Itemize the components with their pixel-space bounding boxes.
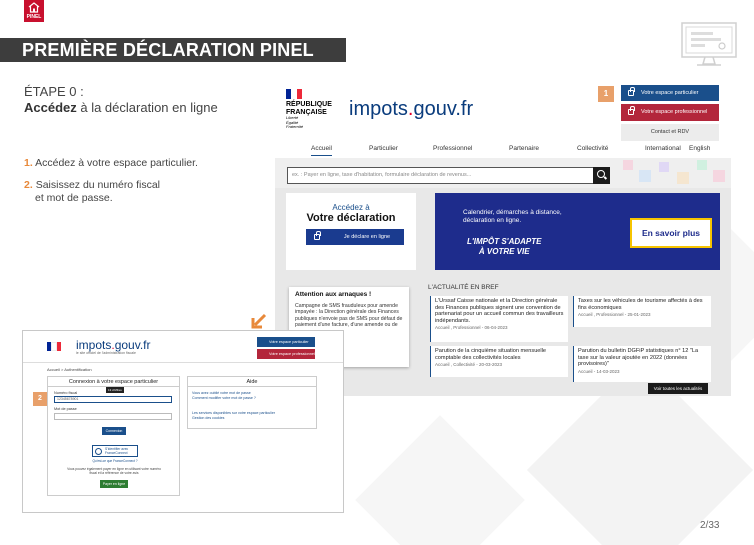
rf-line: FRANÇAISE — [286, 108, 327, 116]
news-title: Taxes sur les véhicules de tourisme affectés à des fins économiques — [578, 298, 703, 311]
background-diamond — [355, 415, 525, 545]
brand-dot: . — [407, 98, 414, 120]
french-flag-icon — [47, 342, 61, 351]
news-meta: Accueil , Professionnel - 25-01-2023 — [578, 312, 651, 317]
help-link[interactable]: Comment modifier votre mot de passe ? — [192, 396, 256, 400]
alert-text: Campagne de SMS frauduleux pour amende impayée : la Direction générale des Finances publiques n'envoie pas de SMS pour défaut de paiement d'une facture, d'une amende ou de — [295, 303, 403, 328]
tooltip: 13 chiffres — [108, 388, 122, 392]
banner-slogan-line: L'IMPÔT S'ADAPTE — [467, 237, 542, 246]
alert-title: Attention aux arnaques ! — [295, 291, 372, 298]
instruction-number: 2. — [24, 179, 33, 191]
login-panel-title: Connexion à votre espace particulier — [48, 377, 179, 387]
news-title: Parution de la cinquième situation mensuelle comptable des collectivités locales — [435, 348, 547, 361]
step-label: ÉTAPE 0 : — [24, 84, 84, 99]
french-flag-icon — [286, 89, 302, 99]
help-link[interactable]: Vous avez oublié votre mot de passe — [192, 391, 251, 395]
banner-slogan — [467, 237, 541, 257]
instruction-text: Saisissez du numéro fiscal — [35, 179, 160, 191]
lock-icon — [628, 90, 634, 96]
brand-name: impots — [349, 98, 408, 120]
page-number: 2/33 — [700, 520, 720, 531]
brand-subtitle: le site officiel de l'administration fiscale — [76, 351, 136, 355]
connexion-button[interactable]: Connexion — [102, 427, 126, 435]
instruction-1 — [24, 157, 198, 170]
contact-rdv-button[interactable]: Contact et RDV — [621, 124, 719, 141]
franceconnect-button[interactable] — [92, 445, 138, 457]
fiscal-label: Numéro fiscal — [54, 391, 78, 395]
espace-professionnel-button[interactable]: Votre espace professionnel — [257, 349, 315, 359]
pay-online-button[interactable]: Payer en ligne — [100, 480, 128, 488]
header-divider — [23, 362, 344, 363]
button-label: S'identifier avec FranceConnect — [105, 447, 129, 455]
help-links-secondary — [192, 411, 275, 421]
motto-line: Égalité — [286, 119, 299, 125]
fiscal-number-input[interactable]: 12345678901 — [54, 396, 172, 403]
step-title — [24, 100, 218, 115]
franceconnect-icon — [95, 448, 102, 455]
franceconnect-link[interactable]: Qu'est-ce que FranceConnect ? — [92, 459, 138, 463]
password-label: Mot de passe — [54, 407, 77, 411]
nav-item-professionnel[interactable]: Professionnel — [433, 145, 473, 152]
espace-particulier-button[interactable]: Votre espace particulier — [257, 337, 315, 347]
je-declare-button[interactable] — [306, 229, 404, 245]
help-panel — [187, 376, 317, 429]
news-meta: Accueil , Collectivité - 20-03-2023 — [435, 362, 503, 367]
news-item[interactable] — [573, 346, 711, 382]
nav-item-english[interactable]: English — [689, 145, 711, 152]
step-title-rest: à la déclaration en ligne — [76, 100, 218, 115]
news-title: L'Urssaf Caisse nationale et la Direction générale des Finances publiques signent une convention de partenariat pour un accueil commun des travailleurs indépendants. — [435, 298, 564, 324]
arrow-down-left-icon — [250, 312, 268, 330]
nav-item-international[interactable]: International — [645, 145, 681, 152]
motto-line: Liberté — [286, 115, 299, 120]
brand-name: impots — [76, 338, 112, 352]
declaration-card — [286, 193, 416, 270]
news-meta: Accueil , Professionnel - 06-04-2023 — [435, 325, 508, 330]
instruction-text: et mot de passe. — [35, 192, 113, 204]
help-panel-title: Aide — [188, 377, 316, 387]
help-link[interactable]: Gestion des cookies — [192, 416, 225, 420]
decorative-pattern — [615, 158, 731, 188]
help-links — [192, 391, 256, 401]
declaration-card-title: Votre déclaration — [306, 212, 396, 224]
rf-line: RÉPUBLIQUE — [286, 101, 332, 108]
login-panel — [47, 376, 180, 496]
step-title-bold: Accédez — [24, 100, 77, 115]
nav-item-accueil[interactable]: Accueil — [311, 145, 332, 156]
news-item[interactable] — [573, 296, 711, 327]
news-title: Parution du bulletin DGFiP statistiques n° 12 "La taxe sur la valeur ajoutée en 2022 (données provisoires)" — [578, 348, 699, 367]
pay-online-text: Vous pouvez également payer en ligne en utilisant votre numéro fiscal et la référence de votre avis — [67, 467, 161, 476]
nav-item-partenaire[interactable]: Partenaire — [509, 145, 539, 152]
espace-professionnel-button[interactable] — [621, 104, 719, 121]
password-input[interactable] — [54, 413, 172, 420]
button-label: Votre espace professionnel — [641, 109, 708, 115]
login-page-screenshot — [22, 330, 344, 513]
en-savoir-plus-button[interactable]: En savoir plus — [630, 218, 712, 248]
house-icon — [28, 2, 40, 13]
promo-banner — [435, 193, 720, 270]
pinel-logo — [24, 0, 44, 22]
banner-line: Calendrier, démarches à distance, — [463, 209, 562, 216]
lock-icon — [628, 109, 634, 115]
computer-monitor-icon — [681, 22, 737, 68]
impots-brand[interactable] — [76, 338, 150, 352]
instruction-text: Accédez à votre espace particulier. — [35, 157, 198, 169]
all-news-button[interactable]: Voir toutes les actualités — [648, 383, 708, 394]
impots-brand[interactable] — [349, 98, 473, 121]
breadcrumb: Accueil > Authentification — [47, 367, 92, 372]
brand-dot: . — [111, 338, 115, 352]
search-input[interactable]: ex. : Payer en ligne, taxe d'habitation, formulaire déclaration de revenus... — [287, 167, 610, 184]
news-item[interactable] — [430, 346, 568, 377]
republique-francaise-logo — [286, 89, 332, 130]
banner-line: déclaration en ligne. — [463, 216, 522, 224]
instruction-2 — [24, 179, 160, 205]
espace-particulier-button[interactable] — [621, 85, 719, 101]
instruction-number: 1. — [24, 157, 33, 169]
help-link[interactable]: Les services disponibles sur votre espace particulier — [192, 411, 276, 415]
search-button[interactable] — [593, 167, 610, 184]
button-label: Votre espace particulier — [641, 90, 699, 96]
declaration-card-subtitle: Accédez à — [332, 203, 370, 212]
news-heading: L'ACTUALITÉ EN BREF — [428, 284, 499, 291]
nav-item-particulier[interactable]: Particulier — [369, 145, 398, 152]
step-badge-2: 2 — [33, 392, 47, 406]
main-nav — [275, 143, 731, 157]
brand-tld: gouv.fr — [413, 98, 474, 120]
button-label: Je déclare en ligne — [343, 234, 391, 240]
brand-tld: gouv.fr — [114, 338, 151, 352]
motto-line: Fraternité — [286, 124, 304, 129]
news-meta: Accueil - 14-03-2023 — [578, 368, 620, 374]
step-badge-1: 1 — [598, 86, 614, 102]
banner-slogan-line: À VOTRE VIE — [478, 247, 530, 256]
nav-item-collectivite[interactable]: Collectivité — [577, 145, 609, 152]
news-item[interactable] — [430, 296, 568, 342]
lock-icon — [314, 234, 320, 240]
slide-title: PREMIÈRE DÉCLARATION PINEL — [0, 38, 346, 62]
banner-text — [463, 209, 562, 224]
logo-text: PINEL — [26, 14, 42, 20]
